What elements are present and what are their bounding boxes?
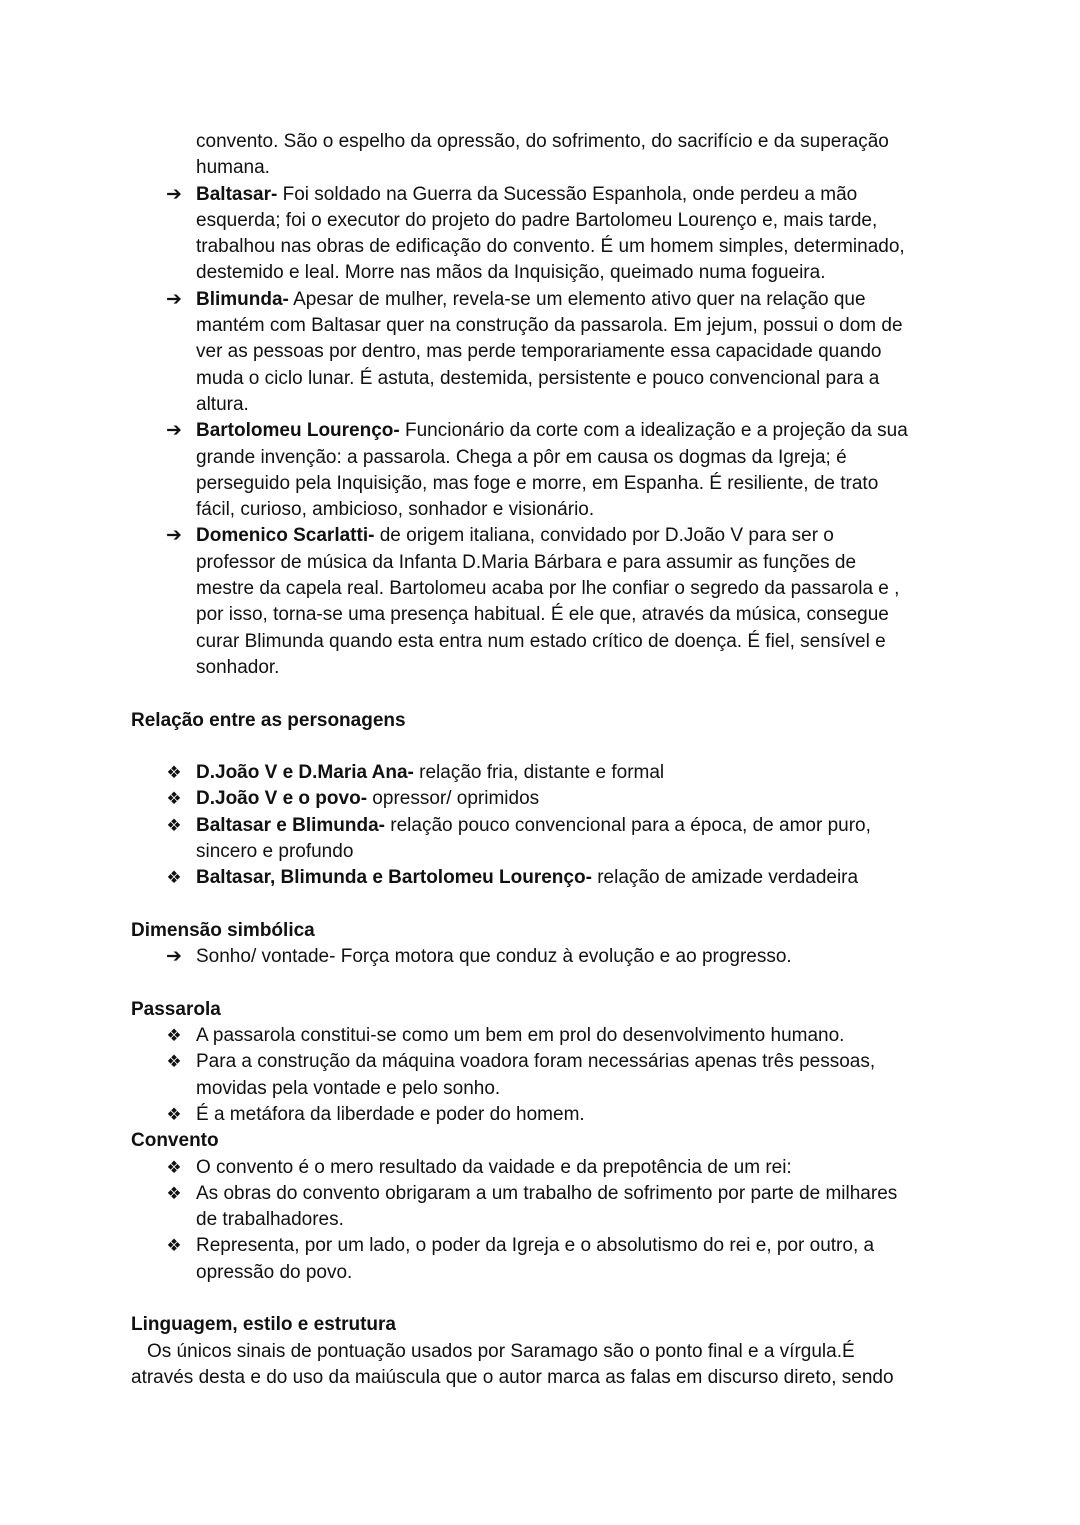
character-desc: Apesar de mulher, revela-se um elemento ativo quer na relação que (288, 288, 866, 310)
convento-item (131, 1155, 961, 1181)
character-item-scarlatti (131, 523, 961, 681)
passarola-item (131, 1023, 961, 1049)
relation-item (131, 865, 961, 891)
character-name: Baltasar- (196, 183, 278, 205)
section-heading-symbolic: Dimensão simbólica (131, 919, 315, 941)
text-line: opressão do povo. (196, 1261, 353, 1283)
character-name: Domenico Scarlatti- (196, 525, 375, 547)
text-line: A passarola constitui-se como um bem em prol do desenvolvimento humano. (196, 1025, 845, 1047)
diamond-bullet-icon: ❖ (166, 1183, 182, 1203)
relation-name: Baltasar, Blimunda e Bartolomeu Lourenço- (196, 867, 592, 889)
relation-desc: opressor/ oprimidos (367, 788, 540, 810)
character-name: Blimunda- (196, 288, 289, 310)
relation-desc: relação de amizade verdadeira (591, 867, 859, 889)
section-heading-passarola: Passarola (131, 998, 221, 1020)
diamond-bullet-icon: ❖ (166, 1026, 182, 1046)
text-line: O convento é o mero resultado da vaidade e da prepotência de um rei: (196, 1156, 792, 1178)
text-line: É a metáfora da liberdade e poder do homem. (196, 1103, 585, 1125)
document-page (131, 129, 961, 1391)
convento-item (131, 1181, 961, 1234)
text-line: por isso, torna-se uma presença habitual. É ele que, através da música, consegue (196, 604, 889, 626)
text-line: Representa, por um lado, o poder da Igreja e o absolutismo do rei e, por outro, a (196, 1235, 875, 1257)
text-line: destemido e leal. Morre nas mãos da Inquisição, queimado numa fogueira. (196, 262, 826, 284)
convento-item (131, 1233, 961, 1286)
text-line: através desta e do uso da maiúscula que o autor marca as falas em discurso direto, sendo (131, 1366, 894, 1388)
text-line: mantém com Baltasar quer na construção da passarola. Em jejum, possui o dom de (196, 315, 903, 337)
diamond-bullet-icon: ❖ (166, 763, 182, 783)
passarola-list (131, 1023, 961, 1128)
relation-item (131, 786, 961, 812)
text-line: de trabalhadores. (196, 1209, 344, 1231)
relation-item (131, 760, 961, 786)
text-line: Para a construção da máquina voadora foram necessárias apenas três pessoas, (196, 1051, 876, 1073)
passarola-item (131, 1102, 961, 1128)
diamond-bullet-icon: ❖ (166, 815, 182, 835)
diamond-bullet-icon: ❖ (166, 1104, 182, 1124)
diamond-bullet-icon: ❖ (166, 868, 182, 888)
text-line: movidas pela vontade e pelo sonho. (196, 1077, 501, 1099)
character-desc: Funcionário da corte com a idealização e a projeção da sua (399, 420, 908, 442)
section-heading-convento: Convento (131, 1130, 219, 1152)
character-desc: Foi soldado na Guerra da Sucessão Espanhola, onde perdeu a mão (277, 183, 858, 205)
arrow-bullet-icon: ➔ (166, 525, 182, 547)
relation-name: D.João V e D.Maria Ana- (196, 762, 414, 784)
diamond-bullet-icon: ❖ (166, 1236, 182, 1256)
diamond-bullet-icon: ❖ (166, 1052, 182, 1072)
arrow-bullet-icon: ➔ (166, 420, 182, 442)
arrow-bullet-icon: ➔ (166, 288, 182, 310)
text-line: esquerda; foi o executor do projeto do padre Bartolomeu Lourenço e, mais tarde, (196, 209, 878, 231)
text-line: altura. (196, 393, 249, 415)
text-line: mestre da capela real. Bartolomeu acaba por lhe confiar o segredo da passarola e , (196, 578, 900, 600)
symbolic-item (131, 944, 961, 970)
arrow-bullet-icon: ➔ (166, 946, 182, 968)
spacer (131, 892, 961, 918)
relation-name: D.João V e o povo- (196, 788, 368, 810)
relation-item (131, 813, 961, 866)
text-line: perseguido pela Inquisição, mas foge e morre, em Espanha. É resiliente, de trato (196, 472, 879, 494)
text-line: curar Blimunda quando esta entra num estado crítico de doença. É fiel, sensível e (196, 630, 886, 652)
character-name: Bartolomeu Lourenço- (196, 420, 400, 442)
relation-desc: relação pouco convencional para a época, de amor puro, (385, 814, 871, 836)
convento-list (131, 1155, 961, 1286)
text-line: humana. (196, 157, 270, 179)
diamond-bullet-icon: ❖ (166, 789, 182, 809)
text-line: sonhador. (196, 656, 280, 678)
text-line: Os únicos sinais de pontuação usados por Saramago são o ponto final e a vírgula.É (147, 1340, 855, 1362)
text-line: Sonho/ vontade- Força motora que conduz à evolução e ao progresso. (196, 946, 792, 968)
character-desc: de origem italiana, convidado por D.João V para ser o (374, 525, 834, 547)
relation-name: Baltasar e Blimunda- (196, 814, 385, 836)
arrow-bullet-icon: ➔ (166, 183, 182, 205)
text-line: convento. São o espelho da opressão, do sofrimento, do sacrifício e da superação (196, 131, 889, 152)
text-line: ver as pessoas por dentro, mas perde temporariamente essa capacidade quando (196, 341, 882, 363)
text-line: muda o ciclo lunar. É astuta, destemida, persistente e pouco convencional para a (196, 367, 880, 389)
relations-list (131, 760, 961, 891)
character-item-bartolomeu (131, 418, 961, 523)
text-line: grande invenção: a passarola. Chega a pôr em causa os dogmas da Igreja; é (196, 446, 847, 468)
text-line: professor de música da Infanta D.Maria Bárbara e para assumir as funções de (196, 551, 857, 573)
text-line: As obras do convento obrigaram a um trabalho de sofrimento por parte de milhares (196, 1182, 898, 1204)
spacer (131, 971, 961, 997)
passarola-item (131, 1049, 961, 1102)
spacer (131, 1286, 961, 1312)
relation-desc: relação fria, distante e formal (413, 762, 665, 784)
text-line: fácil, curioso, ambicioso, sonhador e visionário. (196, 499, 595, 521)
section-heading-relations: Relação entre as personagens (131, 709, 406, 731)
character-item-blimunda (131, 287, 961, 418)
diamond-bullet-icon: ❖ (166, 1157, 182, 1177)
text-line: sincero e profundo (196, 841, 354, 863)
text-line: trabalhou nas obras de edificação do convento. É um homem simples, determinado, (196, 236, 905, 258)
character-list (131, 182, 961, 682)
spacer (131, 681, 961, 707)
section-heading-language: Linguagem, estilo e estrutura (131, 1314, 396, 1336)
spacer (131, 734, 961, 760)
character-item-baltasar (131, 182, 961, 287)
intro-text (131, 129, 961, 182)
